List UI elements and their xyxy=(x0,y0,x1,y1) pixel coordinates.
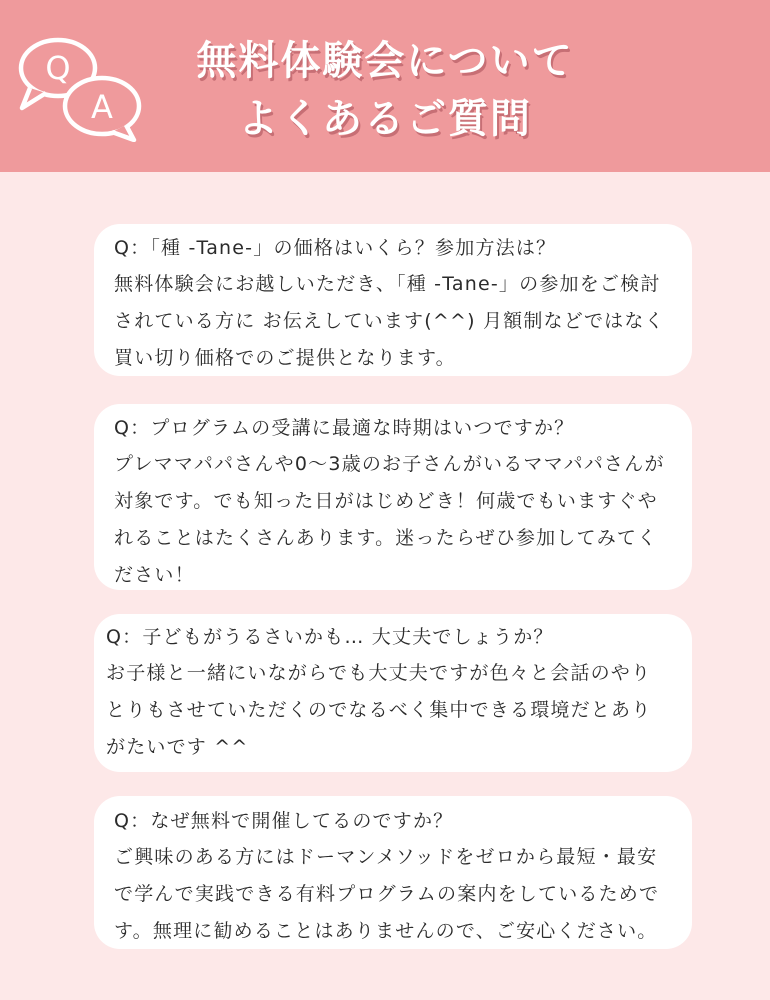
title-line-1: 無料体験会について xyxy=(196,38,574,84)
faq-question: Q：プログラムの受講に最適な時期はいつですか？ xyxy=(114,417,575,439)
svg-text:A: A xyxy=(91,88,113,126)
faq-answer: お子様と一緒にいながらでも大丈夫ですが色々と会話のやりとりもさせていただくのでなるべく集中できる環境だとありがたいです ^^ xyxy=(106,662,652,758)
header-banner xyxy=(0,0,770,172)
faq-answer: ご興味のある方にはドーマンメソッドをゼロから最短・最安で学んで実践できる有料プログラムの案内をしているためです。無理に勧めることはありませんので、ご安心ください。 xyxy=(114,846,660,942)
faq-card-noise xyxy=(94,614,692,772)
page-title xyxy=(150,32,620,148)
svg-text:Q: Q xyxy=(45,49,71,87)
faq-question: Q：なぜ無料で開催してるのですか？ xyxy=(114,810,454,832)
qa-speech-bubbles-icon xyxy=(14,30,146,142)
faq-card-timing xyxy=(94,404,692,590)
faq-question: Q：「種 -Tane-」の価格はいくら？参加方法は？ xyxy=(114,237,557,259)
title-line-2: よくあるご質問 xyxy=(238,96,532,142)
faq-card-price xyxy=(94,224,692,376)
faq-question: Q：子どもがうるさいかも… 大丈夫でしょうか？ xyxy=(106,626,554,648)
faq-answer: 無料体験会にお越しいただき、「種 -Tane-」の参加をご検討されている方に お伝えしています(^^) 月額制などではなく 買い切り価格でのご提供となります。 xyxy=(114,273,665,369)
faq-card-free xyxy=(94,796,692,949)
faq-answer: プレママパパさんや0〜3歳のお子さんがいるママパパさんが対象です。でも知った日がはじめどき！何歳でもいますぐやれることはたくさんあります。迷ったらぜひ参加してみてください！ xyxy=(114,453,665,586)
